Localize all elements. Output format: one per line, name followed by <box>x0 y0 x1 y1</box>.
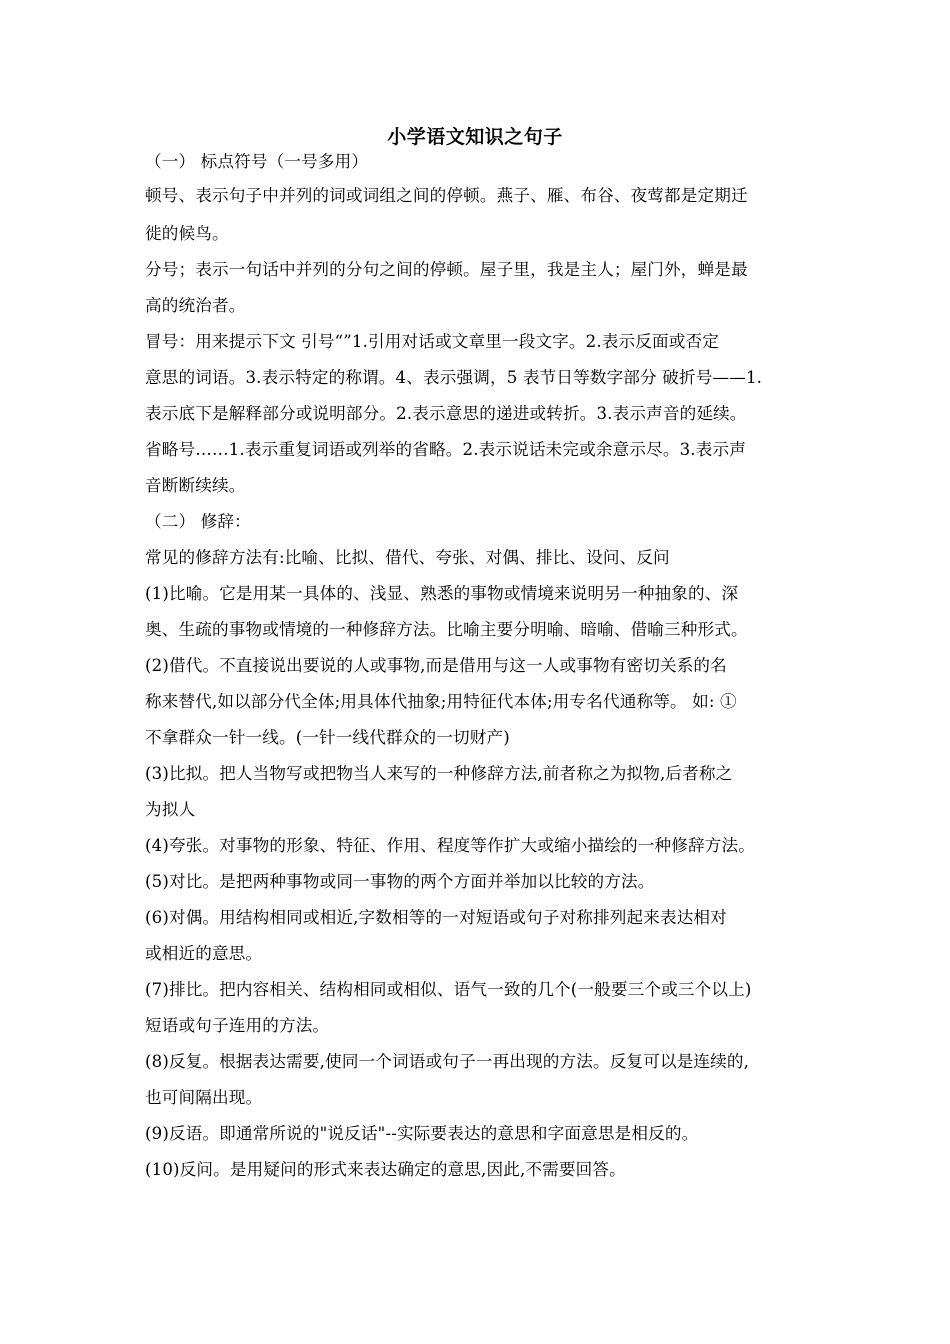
text-line: 冒号：用来提示下文 引号“”1.引用对话或文章里一段文字。2.表示反面或否定 <box>145 332 720 351</box>
text-line: 省略号……1.表示重复词语或列举的省略。2.表示说话未完或余意示尽。3.表示声 <box>145 440 746 459</box>
text-line: (7)排比。把内容相关、结构相同或相似、语气一致的几个(一般要三个或三个以上) <box>145 980 752 999</box>
text-line: 高的统治者。 <box>145 296 246 315</box>
text-line: 奥、生疏的事物或情境的一种修辞方法。比喻主要分明喻、暗喻、借喻三种形式。 <box>145 620 748 639</box>
text-line: (6)对偶。用结构相同或相近,字数相等的一对短语或句子对称排列起来表达相对 <box>145 908 727 927</box>
text-line: (5)对比。是把两种事物或同一事物的两个方面并举加以比较的方法。 <box>145 872 655 891</box>
text-line: 音断断续续。 <box>145 476 246 495</box>
text-line: (8)反复。根据表达需要,使同一个词语或句子一再出现的方法。反复可以是连续的, <box>145 1052 750 1071</box>
text-line: 也可间隔出现。 <box>145 1088 263 1107</box>
text-line: 短语或句子连用的方法。 <box>145 1016 330 1035</box>
text-line: 称来替代,如以部分代全体;用具体代抽象;用特征代本体;用专名代通称等。 如: ① <box>145 692 737 711</box>
text-line: (3)比拟。把人当物写或把物当人来写的一种修辞方法,前者称之为拟物,后者称之 <box>145 764 733 783</box>
text-line: (10)反问。是用疑问的形式来表达确定的意思,因此,不需要回答。 <box>145 1160 626 1179</box>
text-line: 或相近的意思。 <box>145 944 263 963</box>
text-line: 为拟人 <box>145 800 196 819</box>
text-line: 徙的候鸟。 <box>145 224 229 243</box>
text-line: (4)夸张。对事物的形象、特征、作用、程度等作扩大或缩小描绘的一种修辞方法。 <box>145 836 755 855</box>
text-line: 意思的词语。3.表示特定的称谓。4、表示强调，5 表节日等数字部分 破折号——1. <box>145 368 763 387</box>
text-line: 常见的修辞方法有:比喻、比拟、借代、夸张、对偶、排比、设问、反问 <box>145 548 670 567</box>
text-line: （一） 标点符号（一号多用） <box>145 152 369 171</box>
text-line: （二） 修辞： <box>145 512 251 531</box>
text-line: (9)反语。即通常所说的"说反话"--实际要表达的意思和字面意思是相反的。 <box>145 1124 699 1143</box>
text-line: (2)借代。不直接说出要说的人或事物,而是借用与这一人或事物有密切关系的名 <box>145 656 727 675</box>
text-line: 分号；表示一句话中并列的分句之间的停顿。屋子里，我是主人；屋门外，蝉是最 <box>145 260 748 279</box>
text-line: 表示底下是解释部分或说明部分。2.表示意思的递进或转折。3.表示声音的延续。 <box>145 404 747 423</box>
text-line: (1)比喻。它是用某一具体的、浅显、熟悉的事物或情境来说明另一种抽象的、深 <box>145 584 739 603</box>
text-line: 不拿群众一针一线。(一针一线代群众的一切财产) <box>145 728 510 747</box>
page-title: 小学语文知识之句子 <box>387 126 563 148</box>
text-line: 顿号、表示句子中并列的词或词组之间的停顿。燕子、雁、布谷、夜莺都是定期迁 <box>145 186 748 205</box>
